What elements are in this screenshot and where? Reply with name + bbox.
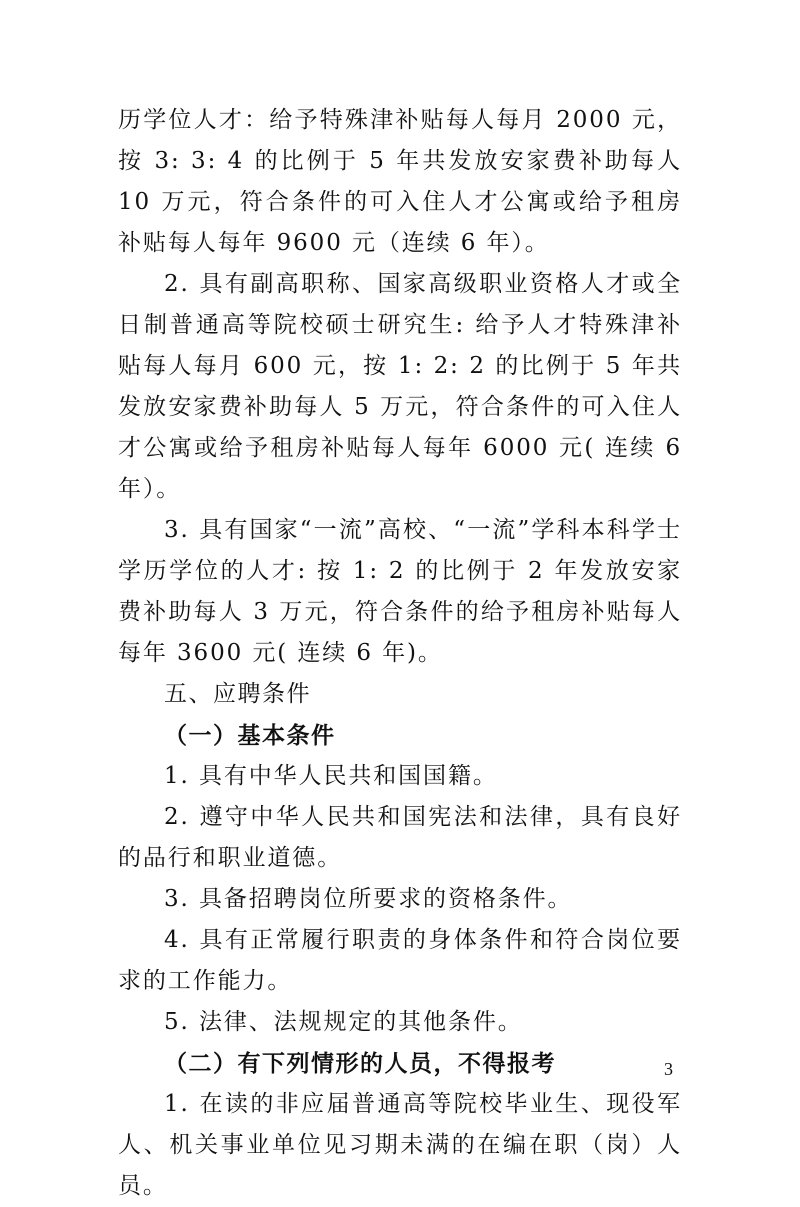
section-heading-application-requirements: 五、应聘条件 <box>164 681 311 707</box>
subheading-excluded-applicants: （二）有下列情形的人员，不得报考 <box>164 1050 556 1077</box>
document-body <box>118 100 682 1207</box>
paragraph-continued-benefits: 历学位人才：给予特殊津补贴每人每月 2000 元，按 3: 3: 4 的比例于 5 年共发放安家费补助每人 10 万元，符合条件的可入住人才公寓或给予租房补贴每人每年 9600 元（连续 6 年）。 <box>118 107 682 256</box>
paragraph-item-3-benefits: 3. 具有国家“一流”高校、“一流”学科本科学士学历学位的人才: 按 1: 2 的比例于 2 年发放安家费补助每人 3 万元，符合条件的给予租房补贴每人每年 3600 元( 连续 6 年)。 <box>118 517 682 666</box>
condition-item-4: 4. 具有正常履行职责的身体条件和符合岗位要求的工作能力。 <box>118 927 682 994</box>
condition-item-1: 1. 具有中华人民共和国国籍。 <box>164 763 498 789</box>
condition-item-3: 3. 具备招聘岗位所要求的资格条件。 <box>164 886 573 912</box>
condition-item-5: 5. 法律、法规规定的其他条件。 <box>164 1009 523 1035</box>
page-number: 3 <box>664 1059 673 1079</box>
excluded-item-1: 1. 在读的非应届普通高等院校毕业生、现役军人、机关事业单位见习期未满的在编在职（岗）人员。 <box>118 1091 682 1199</box>
subheading-basic-conditions: （一）基本条件 <box>164 722 336 749</box>
condition-item-2: 2. 遵守中华人民共和国宪法和法律，具有良好的品行和职业道德。 <box>118 804 682 871</box>
paragraph-item-2-benefits: 2. 具有副高职称、国家高级职业资格人才或全日制普通高等院校硕士研究生: 给予人才特殊津补贴每人每月 600 元，按 1: 2: 2 的比例于 5 年共发放安家费补助每人 5 万元，符合条件的可入住人才公寓或给予租房补贴每人每年 6000 元( 连续 6 年）。 <box>118 271 682 502</box>
